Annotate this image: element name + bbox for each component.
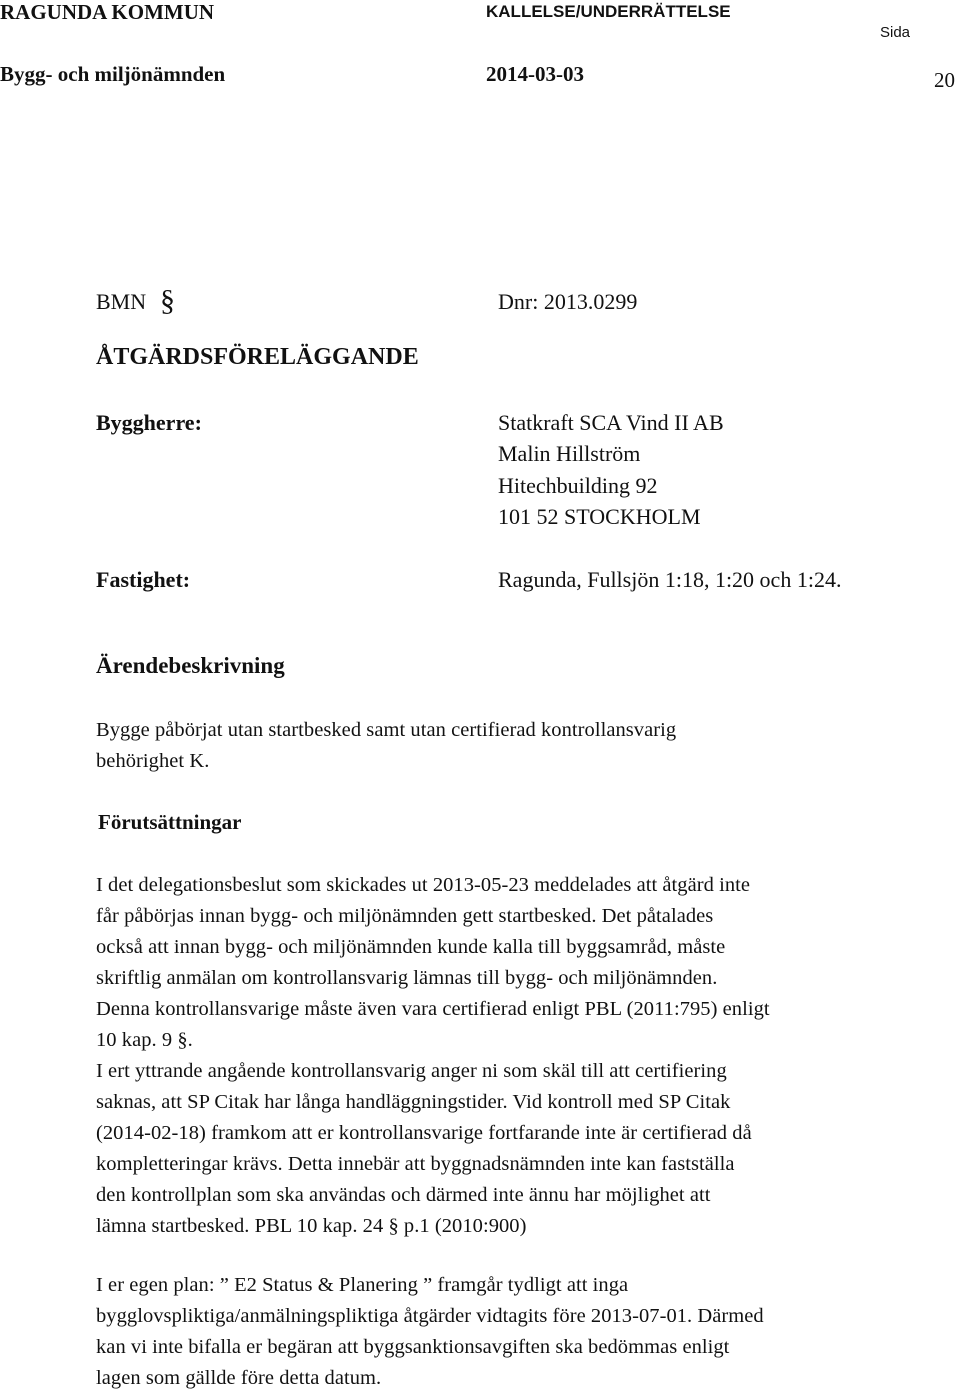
diary-number: Dnr: 2013.0299	[498, 289, 638, 314]
document-title: ÅTGÄRDSFÖRELÄGGANDE	[96, 344, 419, 370]
paragraph-line: behörighet K.	[96, 750, 210, 772]
arendebeskrivning-heading: Ärendebeskrivning	[96, 653, 285, 678]
paragraph-line: kan vi inte bifalla er begäran att byggsanktionsavgiften ska bedömmas enligt	[96, 1336, 730, 1358]
byggherre-line: Hitechbuilding 92	[498, 473, 658, 498]
arendebeskrivning-body	[96, 715, 960, 777]
bmn-label: BMN	[96, 289, 147, 314]
forutsattningar-body	[96, 870, 960, 1242]
paragraph-line: (2014-02-18) framkom att er kontrollansvarige fortfarande inte är certifierad då	[96, 1122, 752, 1144]
paragraph-line: I er egen plan: ” E2 Status & Planering ” framgår tydligt att inga	[96, 1274, 629, 1296]
egen-plan-body	[96, 1270, 960, 1394]
paragraph-line: också att innan bygg- och miljönämnden kunde kalla till byggsamråd, måste	[96, 936, 726, 958]
forutsattningar-heading: Förutsättningar	[98, 810, 242, 834]
paragraph-line: får påbörjas innan bygg- och miljönämnden gett startbesked. Det påtalades	[96, 905, 714, 927]
paragraph-line: 10 kap. 9 §.	[96, 1029, 193, 1051]
header-date: 2014-03-03	[486, 62, 584, 86]
fastighet-label: Fastighet:	[96, 567, 191, 592]
byggherre-line: Statkraft SCA Vind II AB	[498, 410, 724, 435]
board-name: Bygg- och miljönämnden	[0, 62, 226, 86]
section-symbol: §	[160, 284, 175, 317]
document-type: KALLELSE/UNDERRÄTTELSE	[486, 2, 731, 21]
paragraph-line: den kontrollplan som ska användas och därmed inte ännu har möjlighet att	[96, 1184, 711, 1206]
paragraph-line: Bygge påbörjat utan startbesked samt utan certifierad kontrollansvarig	[96, 719, 677, 741]
byggherre-label: Byggherre:	[96, 410, 202, 435]
paragraph-line: I det delegationsbeslut som skickades ut 2013-05-23 meddelades att åtgärd inte	[96, 874, 751, 896]
paragraph-line: Denna kontrollansvarige måste även vara certifierad enligt PBL (2011:795) enligt	[96, 998, 770, 1020]
paragraph-line: skriftlig anmälan om kontrollansvarig lämnas till bygg- och miljönämnden.	[96, 967, 718, 989]
page-label: Sida	[880, 24, 911, 41]
paragraph-line: kompletteringar krävs. Detta innebär att byggnadsnämnden inte kan fastställa	[96, 1153, 735, 1175]
org-name: RAGUNDA KOMMUN	[0, 0, 215, 24]
fastighet-value: Ragunda, Fullsjön 1:18, 1:20 och 1:24.	[498, 567, 842, 592]
byggherre-line: Malin Hillström	[498, 441, 641, 466]
byggherre-line: 101 52 STOCKHOLM	[498, 504, 701, 529]
paragraph-line: saknas, att SP Citak har långa handläggningstider. Vid kontroll med SP Citak	[96, 1091, 731, 1113]
paragraph-line: lämna startbesked. PBL 10 kap. 24 § p.1 (2010:900)	[96, 1215, 527, 1237]
paragraph-line: bygglovspliktiga/anmälningspliktiga åtgärder vidtagits före 2013-07-01. Därmed	[96, 1305, 764, 1327]
paragraph-line: lagen som gällde före detta datum.	[96, 1367, 382, 1389]
page-number: 20	[934, 68, 955, 92]
paragraph-line: I ert yttrande angående kontrollansvarig anger ni som skäl till att certifiering	[96, 1060, 727, 1082]
